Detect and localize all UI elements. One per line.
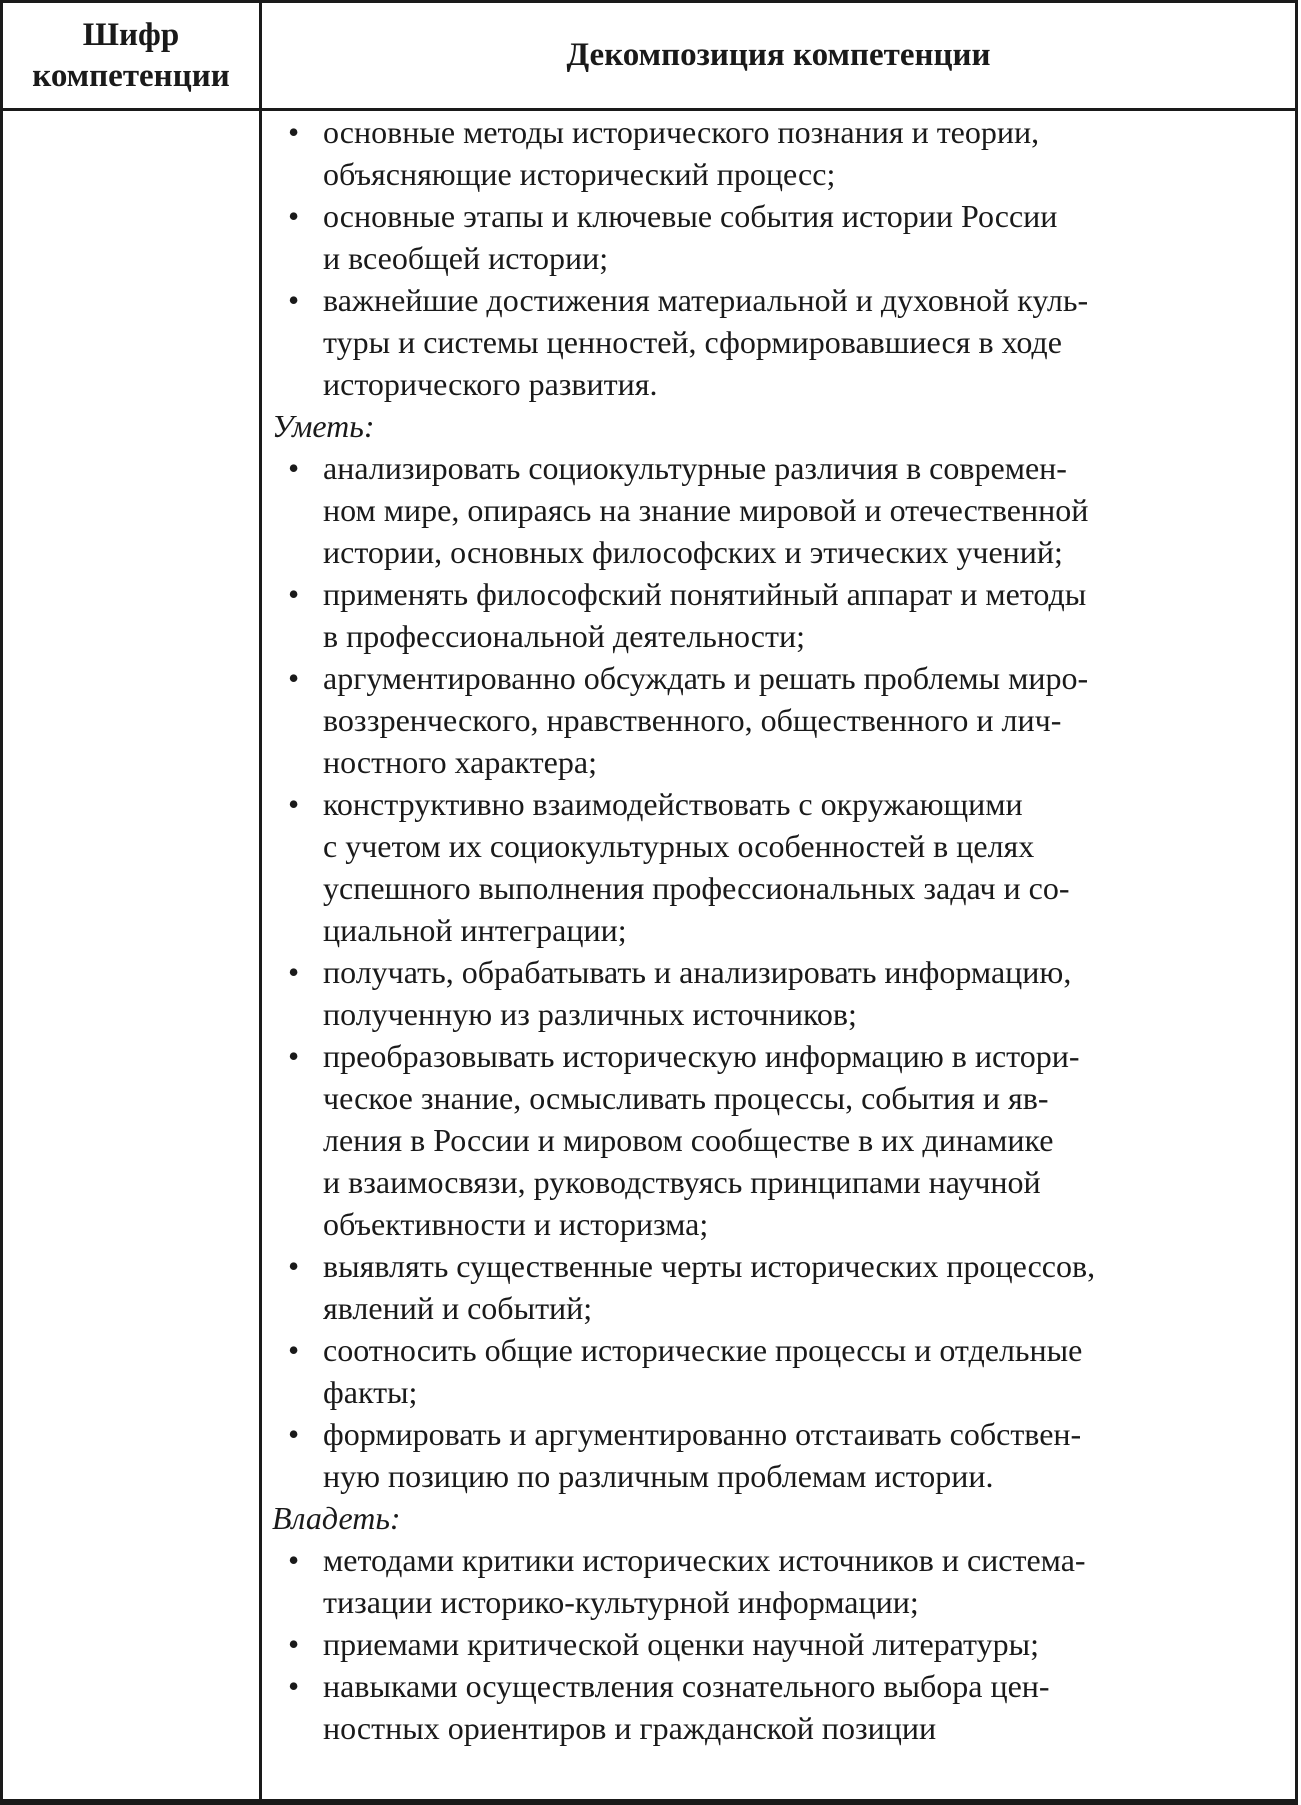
line-text: истории, основных философских и этических учений; [323,534,1063,570]
code-cell-empty [3,111,262,1799]
bullet-icon: • [288,786,300,822]
bullet-icon: • [288,954,300,990]
line-text: воззренческого, нравственного, общественного и лич- [323,702,1062,738]
bullet-line [262,1245,1259,1287]
bullet-line [262,195,1259,237]
line-text: объясняющие исторический процесс; [323,156,836,192]
line-text: формировать и аргументированно отстаивать собствен- [323,1416,1082,1452]
bullet-icon: • [288,1038,300,1074]
continuation-line [262,1203,1259,1245]
bullet-icon: • [288,450,300,486]
line-text: приемами критической оценки научной литературы; [323,1626,1039,1662]
bullet-icon: • [288,114,300,150]
continuation-line [262,237,1259,279]
bullet-icon: • [288,282,300,318]
bullet-line [262,1413,1259,1455]
continuation-line [262,1455,1259,1497]
line-text: основные методы исторического познания и теории, [323,114,1040,150]
line-text: применять философский понятийный аппарат и методы [323,576,1087,612]
continuation-line [262,867,1259,909]
bullet-line [262,447,1259,489]
bullet-line [262,783,1259,825]
bullet-line [262,279,1259,321]
continuation-line [262,531,1259,573]
continuation-line [262,1581,1259,1623]
line-text: конструктивно взаимодействовать с окружающими [323,786,1023,822]
line-text: получать, обрабатывать и анализировать информацию, [323,954,1072,990]
bullet-line [262,1329,1259,1371]
bullet-line [262,1539,1259,1581]
bullet-line [262,657,1259,699]
bullet-icon: • [288,1542,300,1578]
line-text: преобразовывать историческую информацию в истори- [323,1038,1080,1074]
header-cell-decomposition [262,3,1295,111]
bullet-icon: • [288,198,300,234]
continuation-line [262,825,1259,867]
bullet-icon: • [288,1416,300,1452]
bullet-icon: • [288,660,300,696]
continuation-line [262,909,1259,951]
line-text: ления в России и мировом сообществе в их динамике [323,1122,1054,1158]
bullet-line [262,573,1259,615]
section-label: Уметь: [272,408,375,444]
line-text: с учетом их социокультурных особенностей в целях [323,828,1035,864]
line-text: методами критики исторических источников и система- [323,1542,1086,1578]
bullet-icon: • [288,1626,300,1662]
line-text: анализировать социокультурные различия в современ- [323,450,1067,486]
decomposition-cell [262,111,1295,1799]
line-text: туры и системы ценностей, сформировавшиеся в ходе [323,324,1062,360]
bullet-line [262,1665,1259,1707]
continuation-line [262,153,1259,195]
bullet-line [262,951,1259,993]
line-text: полученную из различных источников; [323,996,857,1032]
line-text: исторического развития. [323,366,658,402]
bullet-icon: • [288,1332,300,1368]
bullet-icon: • [288,1668,300,1704]
line-text: ном мире, опираясь на знание мировой и отечественной [323,492,1089,528]
bullet-line [262,1623,1259,1665]
line-text: ностных ориентиров и гражданской позиции [323,1710,937,1746]
line-text: аргументированно обсуждать и решать проблемы миро- [323,660,1089,696]
line-text: соотносить общие исторические процессы и отдельные [323,1332,1083,1368]
line-text: ческое знание, осмысливать процессы, события и яв- [323,1080,1049,1116]
line-text: и всеобщей истории; [323,240,609,276]
line-text: основные этапы и ключевые события истории России [323,198,1058,234]
continuation-line [262,993,1259,1035]
line-text: важнейшие достижения материальной и духовной куль- [323,282,1089,318]
continuation-line [262,615,1259,657]
line-text: в профессиональной деятельности; [323,618,805,654]
header-cell-code [3,3,262,111]
continuation-line [262,489,1259,531]
line-text: ную позицию по различным проблемам истории. [323,1458,994,1494]
continuation-line [262,321,1259,363]
line-text: циальной интеграции; [323,912,627,948]
line-text: явлений и событий; [323,1290,593,1326]
continuation-line [262,1371,1259,1413]
bullet-icon: • [288,1248,300,1284]
header-decomposition-label: Декомпозиция компетенции [566,37,991,73]
continuation-line [262,699,1259,741]
line-text: навыками осуществления сознательного выбора цен- [323,1668,1050,1704]
line-text: успешного выполнения профессиональных задач и со- [323,870,1070,906]
section-label: Владеть: [272,1500,401,1536]
line-text: выявлять существенные черты исторических процессов, [323,1248,1096,1284]
continuation-line [262,741,1259,783]
line-text: и взаимосвязи, руководствуясь принципами научной [323,1164,1041,1200]
bullet-icon: • [288,576,300,612]
header-code-line-1: Шифр [82,16,180,53]
bullet-line [262,1035,1259,1077]
continuation-line [262,1119,1259,1161]
continuation-line [262,1077,1259,1119]
continuation-line [262,1287,1259,1329]
line-text: объективности и историзма; [323,1206,709,1242]
continuation-line [262,1161,1259,1203]
bullet-line [262,111,1259,153]
continuation-line [262,363,1259,405]
line-text: факты; [323,1374,418,1410]
continuation-line [262,1707,1259,1749]
header-code-line-2: компетенции [32,57,230,94]
line-text: ностного характера; [323,744,597,780]
line-text: тизации историко-культурной информации; [323,1584,919,1620]
